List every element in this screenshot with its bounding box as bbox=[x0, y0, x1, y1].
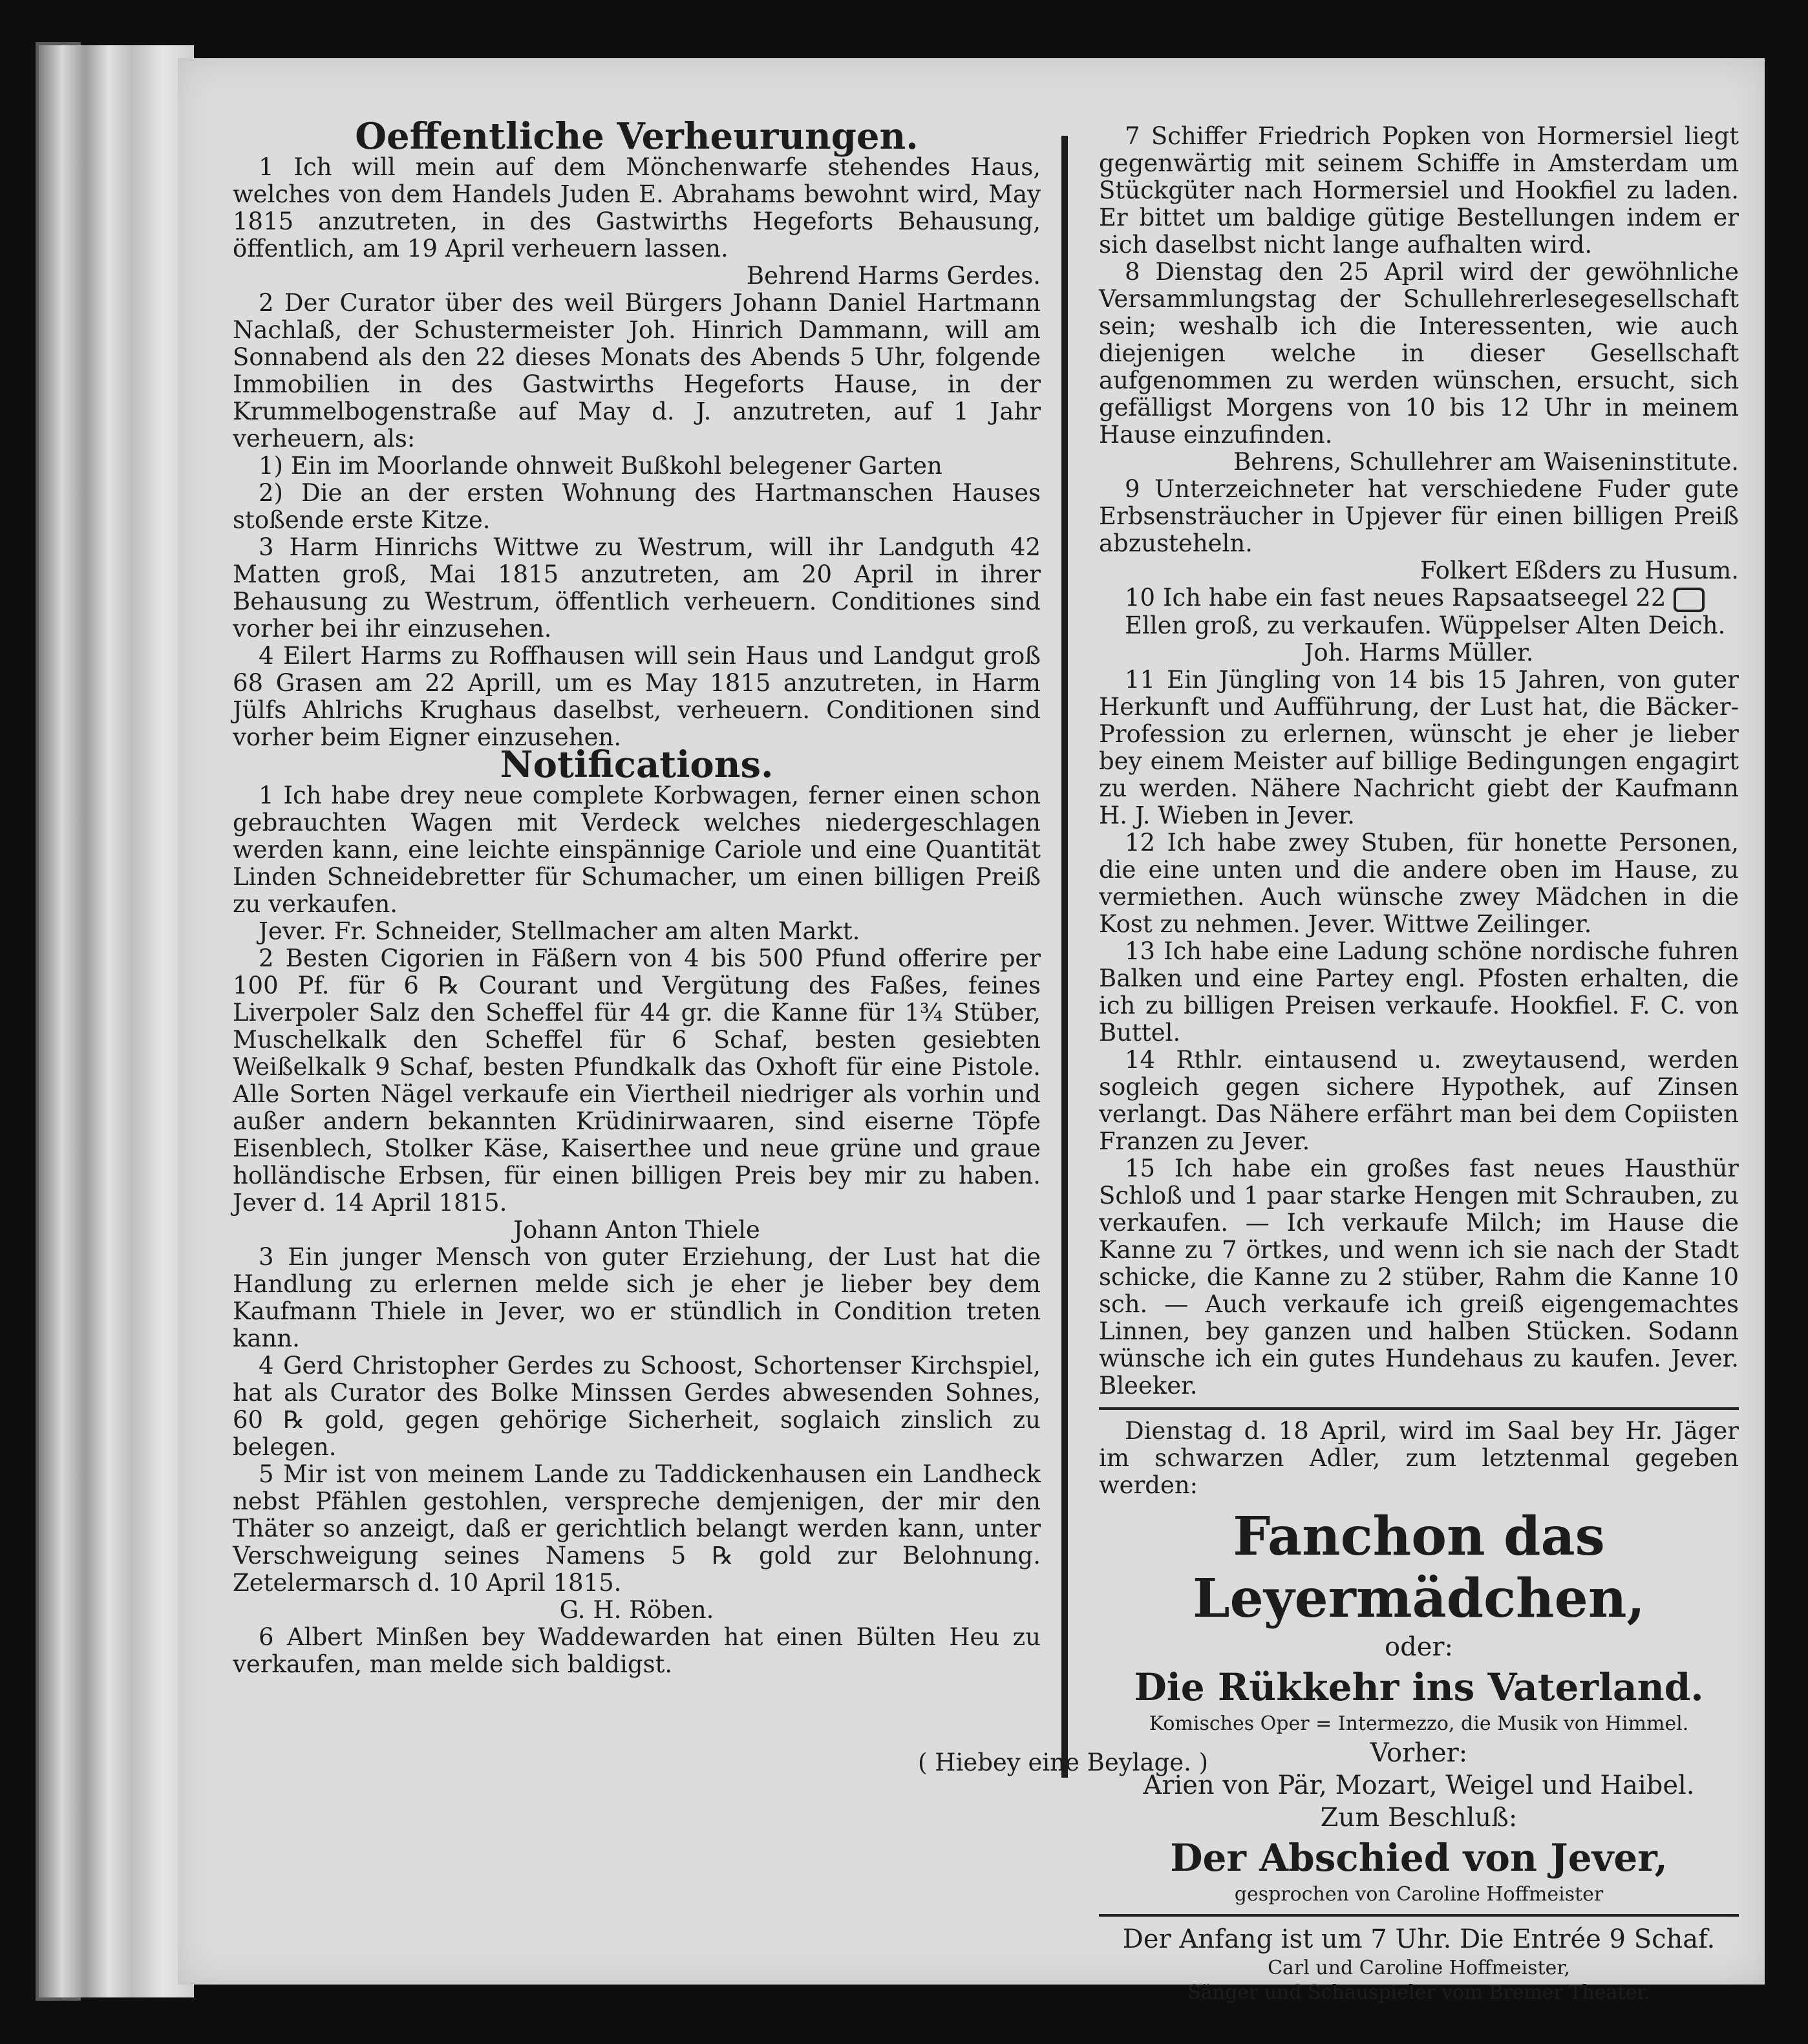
poster-intro: Dienstag d. 18 April, wird im Saal bey Hr. Jäger im schwarzen Adler, zum letztenmal gegeben werden: bbox=[1099, 1416, 1739, 1499]
notif-2: 2 Besten Cigorien in Fäßern von 4 bis 500 Pfund offerire per 100 Pf. für 6 ℞ Courant und Vergütung des Faßes, feines Liverpoler Salz den Scheffel für 44 gr. die Kanne für 1¾ Stüber, Muschelkalk den Scheffel für 6 Schaf, besten gesiebten Weißelkalk 9 Schaf, besten Pfundkalk das Oxhoft für eine Pistole. Alle Sorten Nägel verkaufe ein Viertheil niedriger als vorhin und außer andern bekannten Krüdinirwaaren, sind eiserne Töpfe Eisenblech, Stolker Käse, Kaiserthee und neue grüne und graue holländische Erbsen, für einen billigen Preis bey mir zu haben. Jever d. 14 April 1815. bbox=[233, 944, 1041, 1217]
left-column bbox=[233, 115, 1041, 1678]
heading-verheurungen: Oeffentliche Verheurungen. bbox=[355, 115, 919, 158]
poster-vorher: Vorher: bbox=[1370, 1738, 1468, 1768]
notif-8: 8 Dienstag den 25 April wird der gewöhnliche Versammlungstag der Schullehrerlesegesellschaft sein; weshalb ich die Interessenten, wie auch diejenigen welche in dieser Gesellschaft aufgenommen zu werden wünschen, ersucht, sich gefälligst Morgens von 10 bis 12 Uhr in meinem Hause einzufinden. bbox=[1099, 258, 1739, 449]
poster-zum: Zum Beschluß: bbox=[1320, 1802, 1518, 1833]
poster-arien: Arien von Pär, Mozart, Weigel und Haibel. bbox=[1143, 1770, 1695, 1800]
poster-subtitle: Die Rükkehr ins Vaterland. bbox=[1134, 1665, 1704, 1709]
notif-8-sig: Behrens, Schullehrer am Waiseninstitute. bbox=[1233, 448, 1739, 476]
column-divider bbox=[1061, 136, 1068, 1778]
notif-5-sig: G. H. Röben. bbox=[559, 1596, 714, 1624]
notif-15: 15 Ich habe ein großes fast neues Hausthür Schloß und 1 paar starke Hengen mit Schrauben, zu verkaufen. — Ich verkaufe Milch; im Hause die Kanne zu 7 örtkes, und wenn ich sie nach der Stadt schicke, die Kanne zu 2 stüber, Rahm die Kanne 10 sch. — Auch verkaufe ich greiß eigengemachtes Linnen, bey ganzen und halben Stücken. Sodann wünsche ich ein gutes Hundehaus zu kaufen. Jever. Bleeker. bbox=[1099, 1154, 1739, 1400]
page-edges bbox=[39, 45, 194, 1997]
notif-9: 9 Unterzeichneter hat verschiedene Fuder gute Erbsensträucher in Upjever für einen billigen Preiß abzusteheln. bbox=[1099, 475, 1739, 557]
poster-oder: oder: bbox=[1385, 1632, 1453, 1662]
notif-4: 4 Gerd Christopher Gerdes zu Schoost, Schortenser Kirchspiel, hat als Curator des Bolke Minssen Gerdes abwesenden Sohnes, 60 ℞ gold, gegen gehörige Sicherheit, soglaich zinslich zu belegen. bbox=[233, 1352, 1041, 1461]
notif-9-sig: Folkert Eßders zu Husum. bbox=[1420, 557, 1739, 584]
notice-4: 4 Eilert Harms zu Roffhausen will sein Haus und Landgut groß 68 Grasen am 22 Aprill, um es May 1815 anzutreten, in Harm Jülfs Ahlrichs Krughaus daselbst, verheuern. Conditionen sind vorher beim Eigner einzusehen. bbox=[233, 642, 1041, 751]
notif-3: 3 Ein junger Mensch von guter Erziehung, der Lust hat die Handlung zu erlernen melde sich je eher je lieber bey dem Kaufmann Thiele in Jever, wo er stündlich in Condition treten kann. bbox=[233, 1243, 1041, 1352]
notice-2-item-2: 2) Die an der ersten Wohnung des Hartmanschen Hauses stoßende erste Kitze. bbox=[233, 479, 1041, 534]
right-column bbox=[1099, 123, 1739, 2006]
notif-6: 6 Albert Minßen bey Waddewarden hat einen Bülten Heu zu verkaufen, man melde sich baldigst. bbox=[233, 1623, 1041, 1678]
poster-names: Carl und Caroline Hoffmeister, bbox=[1268, 1956, 1570, 1979]
poster-abschied: Der Abschied von Jever, bbox=[1170, 1835, 1668, 1880]
heading-notifications: Notifications. bbox=[500, 743, 774, 786]
notif-7: 7 Schiffer Friedrich Popken von Hormersiel liegt gegenwärtig mit seinem Schiffe in Amsterdam um Stückgüter nach Hormersiel und Hookfiel zu laden. Er bittet um baldige gütige Bestellungen indem er sich daselbst nicht lange aufhalten wird. bbox=[1099, 122, 1739, 259]
signature-gerdes: Behrend Harms Gerdes. bbox=[746, 262, 1041, 290]
notif-10-cont: Ellen groß, zu verkaufen. Wüppelser Alten Deich. bbox=[1125, 611, 1726, 639]
poster-genre: Komisches Oper = Intermezzo, die Musik von Himmel. bbox=[1149, 1712, 1689, 1735]
notif-10-sig: Joh. Harms Müller. bbox=[1304, 638, 1534, 666]
divider-line bbox=[1099, 1407, 1739, 1410]
footer-beylage: ( Hiebey eine Beylage. ) bbox=[918, 1749, 1209, 1776]
poster-names-2: Sänger und Schauspieler vom Bremer Theater. bbox=[1187, 1981, 1650, 2004]
notif-2-sig: Johann Anton Thiele bbox=[513, 1216, 760, 1244]
notice-2-item-1: 1) Ein im Moorlande ohnweit Bußkohl belegener Garten bbox=[259, 452, 942, 480]
notice-1: 1 Ich will mein auf dem Mönchenwarfe stehendes Haus, welches von dem Handels Juden E. Abrahams bewohnt wird, May 1815 anzutreten, in des Gastwirths Hegeforts Behausung, öffentlich, am 19 April verheuern lassen. bbox=[233, 153, 1041, 262]
notif-13: 13 Ich habe eine Ladung schöne nordische fuhren Balken und eine Partey engl. Pfosten erhalten, die ich zu billigen Preisen verkaufe. Hookfiel. F. C. von Buttel. bbox=[1099, 937, 1739, 1047]
notif-1-sig: Jever. Fr. Schneider, Stellmacher am alten Markt. bbox=[259, 917, 860, 945]
notif-1: 1 Ich habe drey neue complete Korbwagen, ferner einen schon gebrauchten Wagen mit Verdeck welches niedergeschlagen werden kann, eine leichte einspännige Cariole und eine Quantität Linden Schneidebretter für Schumacher, um einen billigen Preiß zu verkaufen. bbox=[233, 782, 1041, 918]
notif-10-text: 10 Ich habe ein fast neues Rapsaatseegel 22 bbox=[1125, 584, 1666, 612]
box-symbol-icon bbox=[1674, 588, 1705, 612]
notif-14: 14 Rthlr. eintausend u. zweytausend, werden sogleich gegen sichere Hypothek, auf Zinsen verlangt. Das Nähere erfährt man bei dem Copiisten Franzen zu Jever. bbox=[1099, 1045, 1739, 1155]
poster-anfang: Der Anfang ist um 7 Uhr. Die Entrée 9 Schaf. bbox=[1122, 1924, 1716, 1954]
poster-title: Fanchon das Leyermädchen, bbox=[1193, 1505, 1645, 1630]
notice-3: 3 Harm Hinrichs Wittwe zu Westrum, will ihr Landguth 42 Matten groß, Mai 1815 anzutreten, am 20 April in ihrer Behausung zu Westrum, öffentlich verheuern. Conditiones sind vorher bei ihr einzusehen. bbox=[233, 533, 1041, 643]
notif-10 bbox=[1099, 584, 1739, 612]
notice-2: 2 Der Curator über des weil Bürgers Johann Daniel Hartmann Nachlaß, der Schustermeister Joh. Hinrich Dammann, will am Sonnabend als den 22 dieses Monats des Abends 5 Uhr, folgende Immobilien in des Gastwirths Hegeforts Hause, in der Krummelbogenstraße auf May d. J. anzutreten, auf 1 Jahr verheuern, als: bbox=[233, 289, 1041, 452]
notif-12: 12 Ich habe zwey Stuben, für honette Personen, die eine unten und die andere oben im Hause, zu vermiethen. Auch wünsche zwey Mädchen in die Kost zu nehmen. Jever. Wittwe Zeilinger. bbox=[1099, 828, 1739, 938]
poster-gesprochen: gesprochen von Caroline Hoffmeister bbox=[1234, 1882, 1604, 1906]
notif-5: 5 Mir ist von meinem Lande zu Taddickenhausen ein Landheck nebst Pfählen gestohlen, verspreche demjenigen, der mir den Thäter so anzeigt, daß er gerichtlich belangt werden kann, unter Verschweigung seines Namens 5 ℞ gold zur Belohnung. Zetelermarsch d. 10 April 1815. bbox=[233, 1460, 1041, 1597]
divider-line-2 bbox=[1099, 1914, 1739, 1917]
notif-11: 11 Ein Jüngling von 14 bis 15 Jahren, von guter Herkunft und Aufführung, der Lust hat, die Bäcker-Profession zu erlernen, wünscht je eher je lieber bey einem Meister auf billige Bedingungen engagirt zu werden. Nähere Nachricht giebt der Kaufmann H. J. Wieben in Jever. bbox=[1099, 665, 1739, 829]
